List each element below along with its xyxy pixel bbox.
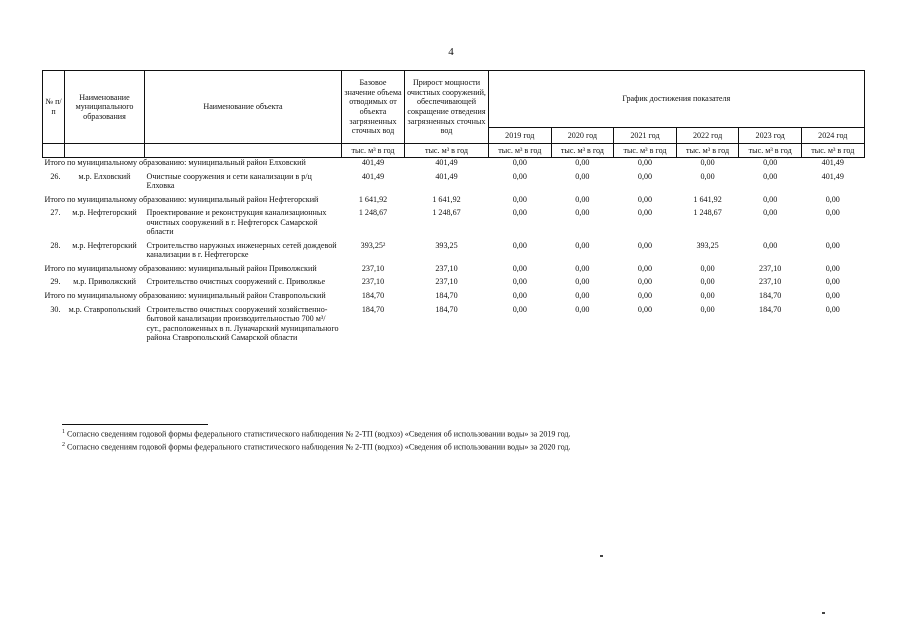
year-value: 0,00 xyxy=(825,277,840,287)
row-object: Проектирование и реконструкция канализационных очистных сооружений в г. Нефтегорск Самарской области xyxy=(146,208,327,237)
header-unit: тыс. м³ в год xyxy=(614,144,677,158)
header-index: № п/п xyxy=(43,71,65,144)
gain-value: 1 641,92 xyxy=(432,194,461,204)
year-value: 0,00 xyxy=(575,240,590,250)
table-row-project xyxy=(43,169,865,192)
year-value: 0,00 xyxy=(637,208,653,218)
year-value: 0,00 xyxy=(512,208,527,218)
header-year: 2022 год xyxy=(676,128,739,144)
year-value: 0,00 xyxy=(575,263,590,273)
year-value: 0,00 xyxy=(512,291,527,301)
header-year: 2024 год xyxy=(801,128,864,144)
year-value: 0,00 xyxy=(700,277,715,287)
base-value: 1 248,67 xyxy=(358,208,388,218)
year-value: 0,00 xyxy=(575,304,590,314)
table-row-project xyxy=(43,274,865,288)
table-row-total xyxy=(43,261,865,275)
header-schedule: График достижения показателя xyxy=(489,71,865,128)
gain-value: 237,10 xyxy=(435,277,458,287)
year-value: 0,00 xyxy=(637,263,653,273)
row-municipality: м.р. Ставропольский xyxy=(68,304,141,314)
year-value: 0,00 xyxy=(763,158,778,167)
year-value: 237,10 xyxy=(759,263,782,273)
header-year: 2021 год xyxy=(614,128,677,144)
total-label: Итого по муниципальному образованию: муниципальный район Нефтегорский xyxy=(44,194,319,204)
row-municipality: м.р. Приволжский xyxy=(73,277,136,287)
row-object: Строительство очистных сооружений с. Приволжье xyxy=(146,277,326,287)
year-value: 0,00 xyxy=(700,171,715,181)
base-value: 393,25² xyxy=(360,240,386,250)
table-row-project xyxy=(43,302,865,344)
year-value: 0,00 xyxy=(575,277,590,287)
row-object: Строительство наружных инженерных сетей дождевой канализации в г. Нефтегорске xyxy=(146,240,337,260)
year-value: 0,00 xyxy=(763,194,778,204)
year-value: 0,00 xyxy=(575,291,590,301)
year-value: 0,00 xyxy=(637,291,653,301)
year-value: 1 248,67 xyxy=(693,208,722,218)
gain-value: 393,25 xyxy=(435,240,458,250)
header-base-volume: Базовое значение объема отводимых от объекта загрязненных сточных вод xyxy=(342,71,405,144)
base-value: 237,10 xyxy=(361,277,385,287)
year-value: 401,49 xyxy=(821,158,844,167)
table-row-total xyxy=(43,288,865,302)
row-object: Строительство очистных сооружений хозяйственно-бытовой канализации производительностью 700 м³/сут., расположенных в п. Луначарский муниципального района Ставропольский Самарской области xyxy=(146,304,339,343)
page-number: 4 xyxy=(448,46,454,58)
row-index: 27. xyxy=(50,208,61,218)
year-value: 0,00 xyxy=(637,171,653,181)
header-unit: тыс. м³ в год xyxy=(489,144,552,158)
year-value: 1 641,92 xyxy=(693,194,722,204)
gain-value: 401,49 xyxy=(435,171,458,181)
table-row-project xyxy=(43,238,865,261)
footnote-mark: 1 xyxy=(62,429,65,435)
header-unit: тыс. м³ в год xyxy=(739,144,802,158)
scan-speck xyxy=(600,555,603,557)
year-value: 0,00 xyxy=(763,208,778,218)
row-municipality: м.р. Елховский xyxy=(78,171,131,181)
row-municipality: м.р. Нефтегорский xyxy=(72,208,137,218)
year-value: 0,00 xyxy=(575,208,590,218)
year-value: 0,00 xyxy=(512,240,527,250)
year-value: 0,00 xyxy=(700,291,715,301)
row-index: 29. xyxy=(50,277,61,287)
table-row-total xyxy=(43,192,865,206)
year-value: 0,00 xyxy=(763,171,778,181)
footnotes xyxy=(62,428,571,453)
header-blank xyxy=(43,144,65,158)
year-value: 184,70 xyxy=(759,291,782,301)
header-year: 2020 год xyxy=(551,128,614,144)
year-value: 0,00 xyxy=(637,158,653,167)
gain-value: 401,49 xyxy=(435,158,458,167)
year-value: 0,00 xyxy=(512,263,527,273)
gain-value: 184,70 xyxy=(435,304,458,314)
header-municipality: Наименование муниципального образования xyxy=(65,71,145,144)
header-capacity-gain: Прирост мощности очистных сооружений, обеспечивающей сокращение отведения загрязненных сточных вод xyxy=(405,71,489,144)
year-value: 0,00 xyxy=(825,291,840,301)
row-municipality: м.р. Нефтегорский xyxy=(72,240,137,250)
indicator-schedule-table xyxy=(42,70,865,344)
year-value: 237,10 xyxy=(759,277,782,287)
year-value: 0,00 xyxy=(825,304,840,314)
base-value: 184,70 xyxy=(361,304,385,314)
year-value: 0,00 xyxy=(637,277,653,287)
base-value: 237,10 xyxy=(361,263,385,273)
base-value: 401,49 xyxy=(361,171,385,181)
year-value: 0,00 xyxy=(575,171,590,181)
total-label: Итого по муниципальному образованию: муниципальный район Приволжский xyxy=(44,263,317,273)
header-object: Наименование объекта xyxy=(145,71,342,144)
year-value: 0,00 xyxy=(637,240,653,250)
header-year: 2023 год xyxy=(739,128,802,144)
gain-value: 237,10 xyxy=(435,263,458,273)
header-unit: тыс. м³ в год xyxy=(676,144,739,158)
footnote xyxy=(62,428,571,441)
base-value: 184,70 xyxy=(361,291,385,301)
year-value: 0,00 xyxy=(637,304,653,314)
header-unit: тыс. м³ в год xyxy=(551,144,614,158)
year-value: 393,25 xyxy=(696,240,719,250)
footnote-mark: 2 xyxy=(62,441,65,448)
gain-value: 184,70 xyxy=(435,291,458,301)
year-value: 0,00 xyxy=(512,171,527,181)
base-value: 401,49 xyxy=(361,158,385,167)
year-value: 0,00 xyxy=(700,158,715,167)
year-value: 0,00 xyxy=(512,194,527,204)
year-value: 184,70 xyxy=(759,304,782,314)
footnote-text: Согласно сведениям годовой формы федерального статистического наблюдения № 2-ТП (водхоз) «Сведения об использовании воды» за 2019 год. xyxy=(67,429,571,439)
year-value: 0,00 xyxy=(825,194,840,204)
header-blank xyxy=(65,144,145,158)
row-index: 28. xyxy=(50,240,61,250)
year-value: 0,00 xyxy=(825,240,840,250)
header-unit: тыс. м³ в год xyxy=(342,144,405,158)
header-unit: тыс. м³ в год xyxy=(801,144,864,158)
row-object: Очистные сооружения и сети канализации в р/ц Елховка xyxy=(146,171,312,191)
year-value: 0,00 xyxy=(575,194,590,204)
year-value: 0,00 xyxy=(512,158,527,167)
footnote-text: Согласно сведениям годовой формы федерального статистического наблюдения № 2-ТП (водхоз) «Сведения об использовании воды» за 2020 год. xyxy=(67,442,571,452)
gain-value: 1 248,67 xyxy=(432,208,461,218)
year-value: 0,00 xyxy=(575,158,590,167)
row-index: 26. xyxy=(50,171,61,181)
year-value: 0,00 xyxy=(825,208,840,218)
total-label: Итого по муниципальному образованию: муниципальный район Ставропольский xyxy=(44,291,326,301)
year-value: 0,00 xyxy=(637,194,653,204)
header-year: 2019 год xyxy=(489,128,552,144)
footnote xyxy=(62,441,571,454)
year-value: 0,00 xyxy=(700,304,715,314)
total-label: Итого по муниципальному образованию: муниципальный район Елховский xyxy=(44,158,306,167)
header-unit: тыс. м³ в год xyxy=(405,144,489,158)
year-value: 0,00 xyxy=(700,263,715,273)
year-value: 401,49 xyxy=(821,171,844,181)
year-value: 0,00 xyxy=(825,263,840,273)
year-value: 0,00 xyxy=(512,304,527,314)
footnote-divider xyxy=(62,424,208,425)
scan-speck xyxy=(822,612,825,614)
year-value: 0,00 xyxy=(512,277,527,287)
header-blank xyxy=(145,144,342,158)
table-row-project xyxy=(43,205,865,238)
row-index: 30. xyxy=(50,304,61,314)
base-value: 1 641,92 xyxy=(358,194,388,204)
year-value: 0,00 xyxy=(763,240,778,250)
table-row-total xyxy=(43,158,865,169)
